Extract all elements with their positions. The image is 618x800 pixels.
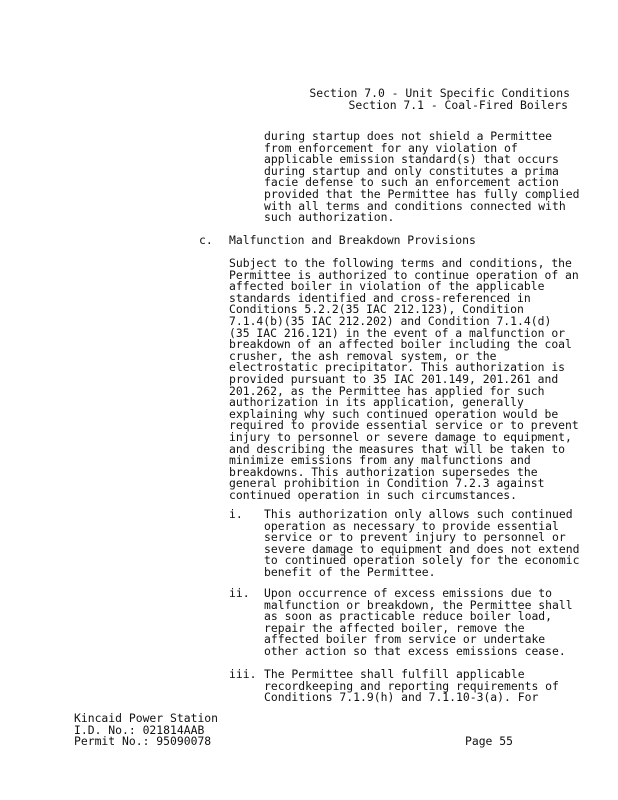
text-line: during startup and only constitutes a prima: [264, 163, 559, 178]
text-line: malfunction or breakdown, the Permittee shall: [264, 597, 573, 612]
text-line: repair the affected boiler, remove the: [264, 620, 525, 635]
text-line: The Permittee shall fulfill applicable: [264, 667, 525, 681]
text-line: service or to prevent injury to personnel or: [264, 530, 566, 545]
text-line: electrostatic precipitator. This authorization is: [229, 360, 566, 375]
text-line: recordkeeping and reporting requirements of: [264, 678, 559, 693]
text-line: Upon occurrence of excess emissions due to: [264, 586, 553, 600]
text-line: Subject to the following terms and conditions, the: [229, 256, 572, 270]
footer-id-number: I.D. No.: 021814AAB: [74, 722, 205, 737]
text-line: affected boiler in violation of the applicable: [229, 279, 545, 294]
text-line: breakdowns. This authorization supersedes the: [229, 464, 538, 479]
footer-facility-name: Kincaid Power Station: [74, 711, 219, 725]
text-line: explaining why such continued operation would be: [229, 406, 559, 421]
text-line: affected boiler from service or undertake: [264, 632, 546, 647]
text-line: (35 IAC 216.121) in the event of a malfunction or: [229, 325, 566, 340]
text-line: injury to personnel or severe damage to equipment,: [229, 429, 572, 444]
text-line: with all terms and conditions connected with: [264, 198, 566, 213]
section-c-label: c.: [199, 233, 213, 247]
item-iii-label: iii.: [229, 667, 257, 681]
text-line: Conditions 5.2.2(35 IAC 212.123), Condition: [229, 302, 524, 317]
text-line: provided that the Permittee has fully complied: [264, 186, 580, 201]
text-line: Permittee is authorized to continue operation of an: [229, 267, 579, 282]
section-header-line-2: Section 7.1 - Coal-Fired Boilers: [348, 97, 568, 112]
item-ii-label: ii.: [229, 586, 250, 600]
text-line: authorization in its application, generally: [229, 395, 524, 410]
text-line: and describing the measures that will be taken to: [229, 441, 566, 456]
page-footer: [74, 713, 218, 748]
item-i-label: i.: [229, 507, 243, 521]
section-header-line-1: Section 7.0 - Unit Specific Conditions: [309, 86, 570, 100]
text-line: as soon as practicable reduce boiler load,: [264, 609, 553, 624]
text-line: such authorization.: [264, 210, 395, 225]
text-line: breakdown of an affected boiler including the coal: [229, 337, 572, 352]
text-line: continued operation in such circumstances.: [229, 487, 518, 502]
text-line: to continued operation solely for the economic: [264, 553, 580, 568]
text-line: required to provide essential service or to prevent: [229, 418, 579, 433]
item-i-text: [264, 509, 579, 579]
text-line: 7.1.4(b)(35 IAC 212.202) and Condition 7.1.4(d): [229, 313, 552, 328]
text-line: crusher, the ash removal system, or the: [229, 348, 497, 363]
section-c-paragraph: [229, 258, 579, 501]
section-c-title: Malfunction and Breakdown Provisions: [229, 233, 476, 247]
text-line: benefit of the Permittee.: [264, 564, 436, 579]
text-line: severe damage to equipment and does not extend: [264, 541, 580, 556]
text-line: applicable emission standard(s) that occurs: [264, 152, 559, 167]
text-line: from enforcement for any violation of: [264, 140, 518, 155]
text-line: operation as necessary to provide essential: [264, 518, 559, 533]
text-line: during startup does not shield a Permittee: [264, 129, 553, 143]
section-header: [309, 88, 570, 111]
footer-permit-number: Permit No.: 95090078: [74, 734, 212, 749]
text-line: facie defense to such an enforcement action: [264, 175, 559, 190]
text-line: 201.262, as the Permittee has applied for such: [229, 383, 545, 398]
page-number: Page 55: [464, 734, 513, 748]
text-line: general prohibition in Condition 7.2.3 against: [229, 476, 545, 491]
item-iii-text: [264, 669, 559, 704]
text-line: standards identified and cross-referenced in: [229, 290, 531, 305]
text-line: This authorization only allows such continued: [264, 507, 573, 521]
item-ii-text: [264, 588, 573, 658]
text-line: other action so that excess emissions cease.: [264, 643, 566, 658]
text-line: minimize emissions from any malfunctions and: [229, 453, 531, 468]
text-line: Conditions 7.1.9(h) and 7.1.10-3(a). For: [264, 690, 539, 705]
continued-paragraph: [264, 131, 579, 224]
text-line: provided pursuant to 35 IAC 201.149, 201.261 and: [229, 371, 559, 386]
